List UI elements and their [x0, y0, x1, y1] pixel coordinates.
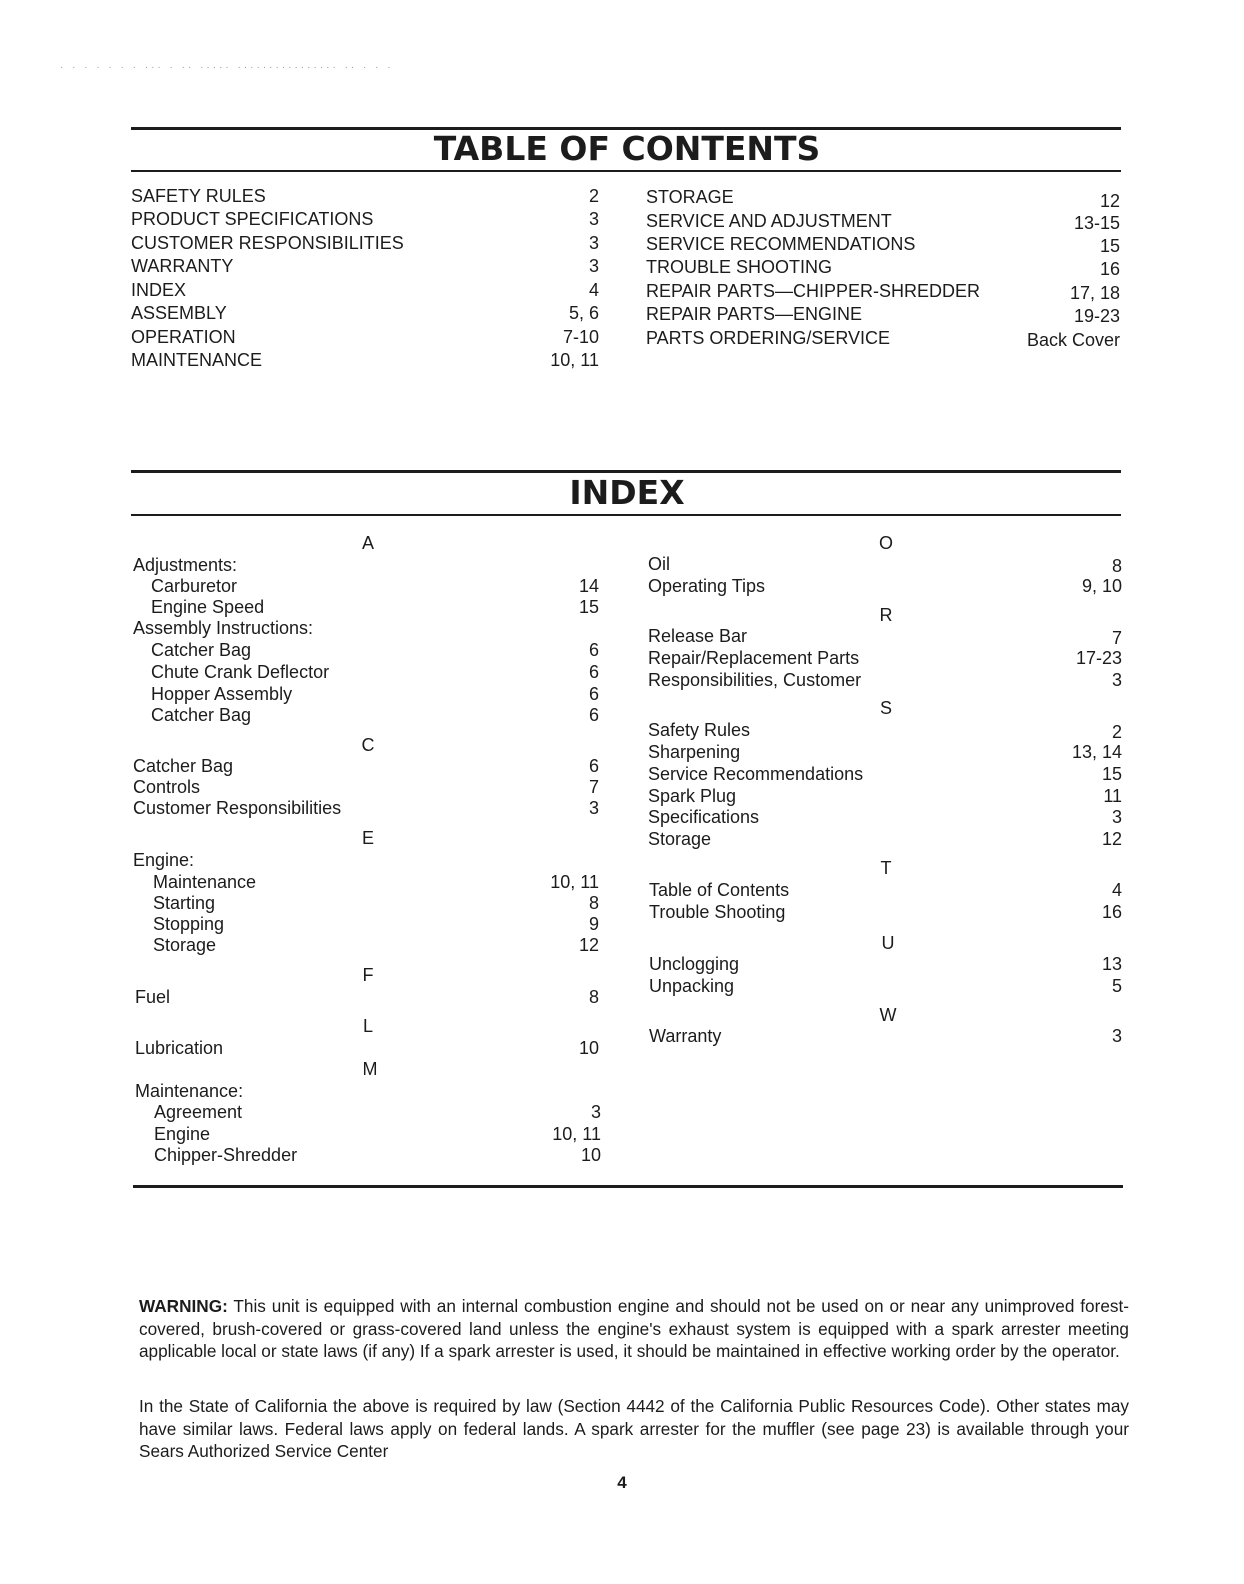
- california-paragraph: In the State of California the above is required by law (Section 4442 of the California Public Resources Code). Other states may have similar laws. Federal laws apply on federal lands. A spark arrester for the muffler (see page 23) is available through your Sears Authorized Service Center: [139, 1396, 1129, 1461]
- warning-paragraph: [139, 1295, 1129, 1363]
- index-letter-t: T: [880, 858, 892, 878]
- index-letter-c: C: [361, 735, 375, 755]
- warning-text: This unit is equipped with an internal combustion engine and should not be used on or near any unimproved forest-covered, brush-covered or grass-covered land unless the engine's exhaust system is equipped with a spark arrester meeting applicable local or state laws (if any) If a spark arrester is used, it should be maintained in effective working order by the operator.: [139, 1296, 1129, 1361]
- index-title: INDEX: [569, 473, 685, 512]
- toc-bottom-rule: [131, 170, 1121, 172]
- index-letter-a: A: [361, 533, 374, 553]
- index-letter-f: F: [362, 965, 374, 985]
- index-letter-m: M: [362, 1059, 378, 1079]
- index-letter-w: W: [879, 1005, 897, 1025]
- index-group-adjustments: Adjustments:: [133, 555, 238, 575]
- index-letter-l: L: [362, 1016, 373, 1036]
- index-letter-u: U: [881, 933, 895, 953]
- index-group-engine: Engine:: [133, 850, 195, 870]
- toc-title: TABLE OF CONTENTS: [433, 129, 821, 168]
- page-number: 4: [617, 1473, 627, 1492]
- index-group-assembly: Assembly Instructions:: [133, 618, 314, 638]
- index-letter-e: E: [361, 828, 374, 848]
- index-letter-s: S: [879, 698, 892, 718]
- index-bottom-rule: [131, 514, 1121, 516]
- warning-label: WARNING:: [139, 1296, 228, 1316]
- index-group-maintenance: Maintenance:: [135, 1081, 244, 1101]
- index-letter-r: R: [879, 605, 893, 625]
- scan-speckle: · · · · · · · ··· · ·· ····· ················ ·· · · ·: [60, 62, 394, 73]
- index-letter-o: O: [878, 533, 893, 553]
- index-end-rule: [133, 1185, 1123, 1188]
